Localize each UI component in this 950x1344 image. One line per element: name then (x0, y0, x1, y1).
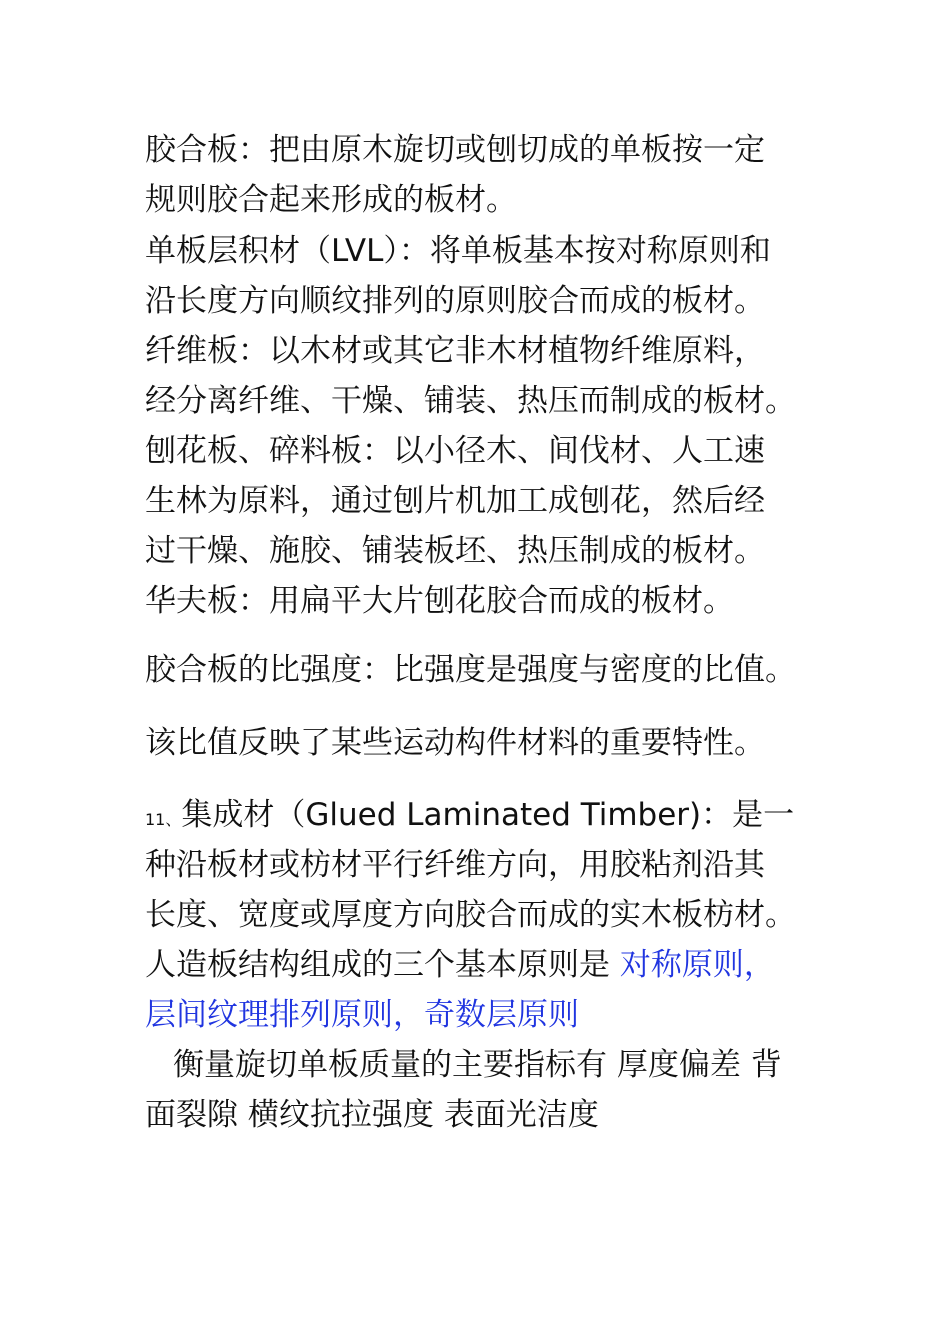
text-line: 胶合板的比强度：比强度是强度与密度的比值。 (145, 652, 796, 688)
text-line: 长度、宽度或厚度方向胶合而成的实木板枋材。 (145, 897, 796, 933)
fiberboard-definition (145, 326, 825, 426)
text-line (145, 940, 825, 990)
text-line: 经分离纤维、干燥、铺装、热压而制成的板材。 (145, 383, 796, 419)
answer-text: 层间纹理排列原则，奇数层原则 (145, 997, 579, 1033)
text-line: 生林为原料，通过刨片机加工成刨花，然后经 (145, 483, 765, 519)
text-line: 种沿板材或枋材平行纤维方向，用胶粘剂沿其 (145, 847, 765, 883)
answer-text: 对称原则， (619, 947, 775, 983)
text-line: 衡量旋切单板质量的主要指标有 厚度偏差 背 (173, 1047, 782, 1083)
text-line: 纤维板：以木材或其它非木材植物纤维原料， (145, 333, 765, 369)
text-line: 规则胶合起来形成的板材。 (145, 182, 517, 218)
particleboard-definition (145, 426, 825, 576)
specific-strength-note (145, 718, 825, 768)
structure-principles (145, 940, 825, 1040)
specific-strength-definition (145, 645, 825, 695)
text-line: 胶合板：把由原木旋切或刨切成的单板按一定 (145, 132, 765, 168)
glulam-definition (145, 790, 825, 940)
waferboard-definition (145, 576, 825, 626)
text-line: 刨花板、碎料板：以小径木、间伐材、人工速 (145, 433, 765, 469)
text-line: 沿长度方向顺纹排列的原则胶合而成的板材。 (145, 283, 765, 319)
text-line: 过干燥、施胶、铺装板坯、热压制成的板材。 (145, 533, 765, 569)
text-line: 该比值反映了某些运动构件材料的重要特性。 (145, 725, 765, 761)
veneer-quality-indicators (145, 1040, 825, 1140)
text-line (145, 790, 825, 840)
glulam-line-text: 集成材（Glued Laminated Timber)：是一 (181, 797, 795, 833)
lvl-definition (145, 226, 825, 326)
text-line: 华夫板：用扁平大片刨花胶合而成的板材。 (145, 583, 734, 619)
principles-question: 人造板结构组成的三个基本原则是 (145, 947, 620, 983)
text-line: 面裂隙 横纹抗拉强度 表面光洁度 (145, 1097, 599, 1133)
text-line: 单板层积材（LVL）：将单板基本按对称原则和 (145, 233, 771, 269)
plywood-definition (145, 125, 825, 225)
item-number: 11、 (145, 810, 182, 829)
